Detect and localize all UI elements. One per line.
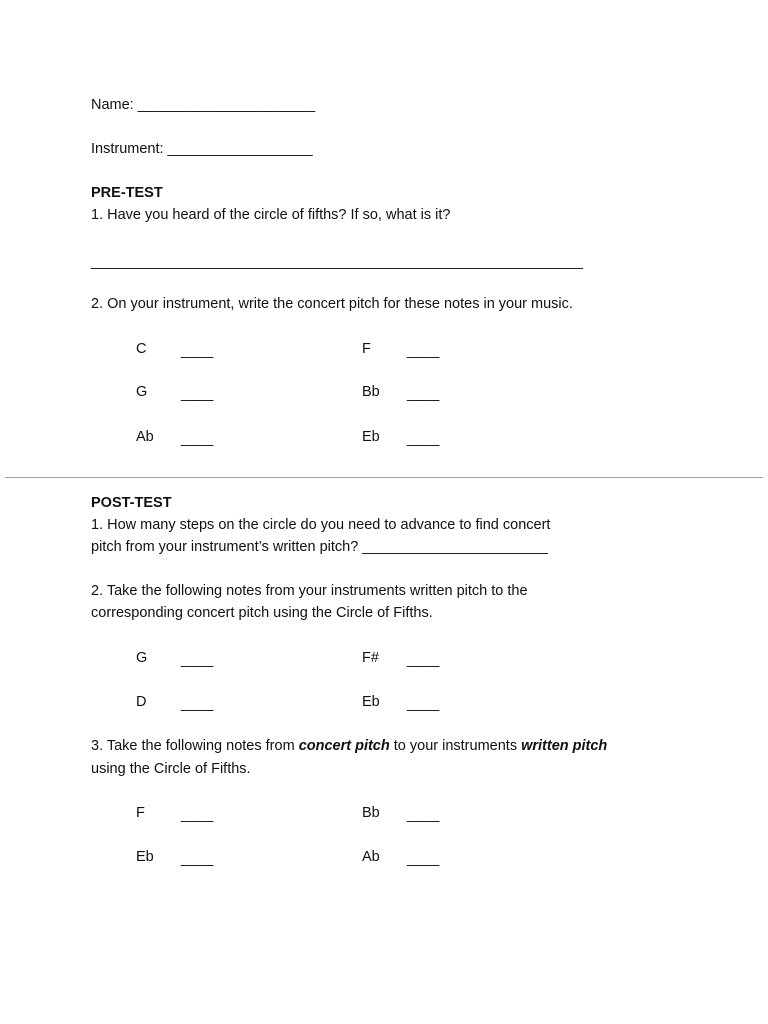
- pre-note-label: Eb: [362, 429, 380, 445]
- post-test-question-1-line-2: pitch from your instrument’s written pitch? _______________________: [91, 539, 548, 555]
- q3-emphasis-written-pitch: written pitch: [521, 738, 608, 754]
- q3-text-part-2: to your instruments: [389, 738, 522, 754]
- post-test-question-2-line-1: 2. Take the following notes from your instruments written pitch to the: [91, 583, 528, 599]
- pre-note-label: C: [136, 341, 147, 357]
- pre-note-blank: ____: [181, 431, 214, 447]
- q3-emphasis-concert-pitch: concert pitch: [298, 738, 390, 754]
- post-test-question-1-line-1: 1. How many steps on the circle do you need to advance to find concert: [91, 517, 551, 533]
- name-field-label: Name: ______________________: [91, 97, 316, 113]
- post-q3-note-label: Bb: [362, 805, 380, 821]
- post-test-question-2-line-2: corresponding concert pitch using the Circle of Fifths.: [91, 605, 433, 621]
- post-q2-note-label: Eb: [362, 694, 380, 710]
- section-divider: [5, 477, 763, 478]
- post-q3-note-blank: ____: [407, 807, 440, 823]
- post-test-question-3-line-1: [91, 735, 607, 757]
- post-q2-note-blank: ____: [181, 696, 214, 712]
- post-test-heading: POST-TEST: [91, 495, 172, 511]
- post-q3-note-blank: ____: [181, 851, 214, 867]
- pre-note-label: Bb: [362, 384, 380, 400]
- post-q2-note-label: G: [136, 650, 148, 666]
- post-test-question-3-line-2: using the Circle of Fifths.: [91, 761, 251, 777]
- pre-note-label: F: [362, 341, 371, 357]
- pre-note-blank: ____: [407, 343, 440, 359]
- post-q2-note-blank: ____: [407, 652, 440, 668]
- pre-note-blank: ____: [407, 431, 440, 447]
- pre-test-heading: PRE-TEST: [91, 185, 163, 201]
- post-q3-note-blank: ____: [407, 851, 440, 867]
- post-q3-note-label: F: [136, 805, 145, 821]
- pre-note-blank: ____: [181, 386, 214, 402]
- pre-test-question-1: 1. Have you heard of the circle of fifths? If so, what is it?: [91, 207, 451, 223]
- post-q2-note-blank: ____: [407, 696, 440, 712]
- post-q2-note-label: D: [136, 694, 147, 710]
- pre-note-label: Ab: [136, 429, 154, 445]
- post-q3-note-label: Ab: [362, 849, 380, 865]
- pre-note-label: G: [136, 384, 148, 400]
- post-q2-note-blank: ____: [181, 652, 214, 668]
- q3-text-part-1: 3. Take the following notes from: [91, 738, 299, 754]
- instrument-field-label: Instrument: __________________: [91, 141, 313, 157]
- pre-note-blank: ____: [407, 386, 440, 402]
- post-q3-note-label: Eb: [136, 849, 154, 865]
- post-q3-note-blank: ____: [181, 807, 214, 823]
- pre-test-question-2: 2. On your instrument, write the concert pitch for these notes in your music.: [91, 296, 573, 312]
- pre-note-blank: ____: [181, 343, 214, 359]
- pre-test-answer-line: _____________________________________________________________: [91, 254, 583, 270]
- post-q2-note-label: F#: [362, 650, 379, 666]
